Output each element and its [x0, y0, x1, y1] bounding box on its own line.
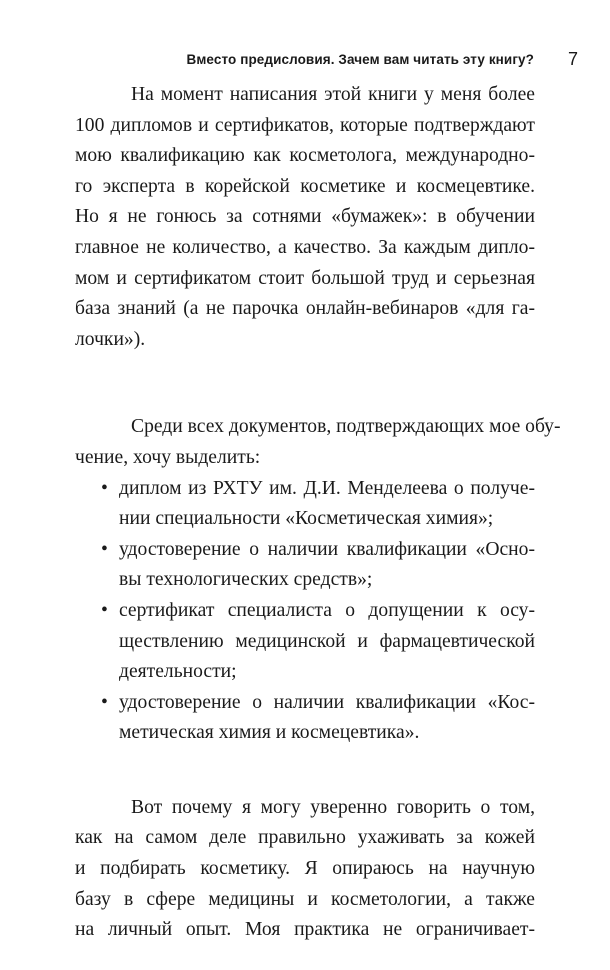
text-line: база знаний (а не парочка онлайн-вебинаров «для га-	[75, 298, 535, 320]
text-line: мом и сертификатом стоит большой труд и серьезная	[75, 267, 535, 289]
text-line: мою квалификацию как косметолога, международно-	[75, 145, 535, 167]
list-item	[75, 474, 535, 535]
text-line: метическая химия и космецевтика».	[119, 722, 420, 744]
text-line: на личный опыт. Моя практика не ограничивает-	[75, 919, 535, 941]
text-line: и подбирать косметику. Я опираюсь на научную	[75, 858, 535, 880]
text-line: удостоверение о наличии квалификации «Осно-	[119, 538, 535, 560]
bullet-icon: •	[101, 691, 108, 713]
list-item	[75, 535, 535, 596]
bullet-icon: •	[101, 599, 108, 621]
text-line: удостоверение о наличии квалификации «Кос-	[119, 691, 535, 713]
list-item	[75, 596, 535, 688]
text-line: сертификат специалиста о допущении к осу-	[119, 599, 535, 621]
chapter-title: Вместо предисловия. Зачем вам читать эту книгу?	[186, 52, 534, 67]
text-line: ществлению медицинской и фармацевтической	[119, 630, 535, 652]
text-line: Вот почему я могу уверенно говорить о том,	[131, 796, 535, 818]
bullet-icon: •	[101, 538, 108, 560]
text-line: го эксперта в корейской косметике и космецевтике.	[75, 175, 535, 197]
page-body	[75, 80, 561, 946]
text-line: главное не количество, а качество. За каждым дипло-	[75, 236, 535, 258]
text-line: Среди всех документов, подтверждающих мое обу-	[131, 416, 561, 438]
paragraph-expertise	[75, 793, 535, 946]
text-line: 100 дипломов и сертификатов, которые подтверждают	[75, 114, 535, 136]
text-line: диплом из РХТУ им. Д.И. Менделеева о получе-	[119, 477, 535, 499]
text-line: деятельности;	[119, 661, 237, 683]
paragraph-diplomas	[75, 80, 535, 355]
page-number: 7	[567, 49, 578, 69]
paragraph-documents-intro	[75, 412, 561, 473]
text-line: Но я не гонюсь за сотнями «бумажек»: в обучении	[75, 206, 535, 228]
text-line: вы технологических средств»;	[119, 569, 373, 591]
list-item	[75, 688, 535, 749]
text-line: лочки»).	[75, 328, 146, 350]
text-line: нии специальности «Косметическая химия»;	[119, 508, 494, 530]
bullet-icon: •	[101, 477, 108, 499]
text-line: как на самом деле правильно ухаживать за кожей	[75, 827, 535, 849]
text-line: чение, хочу выделить:	[75, 446, 261, 468]
running-header	[0, 50, 610, 70]
text-line: На момент написания этой книги у меня более	[131, 84, 535, 105]
text-line: базу в сфере медицины и косметологии, а также	[75, 888, 535, 910]
documents-list	[75, 474, 535, 749]
